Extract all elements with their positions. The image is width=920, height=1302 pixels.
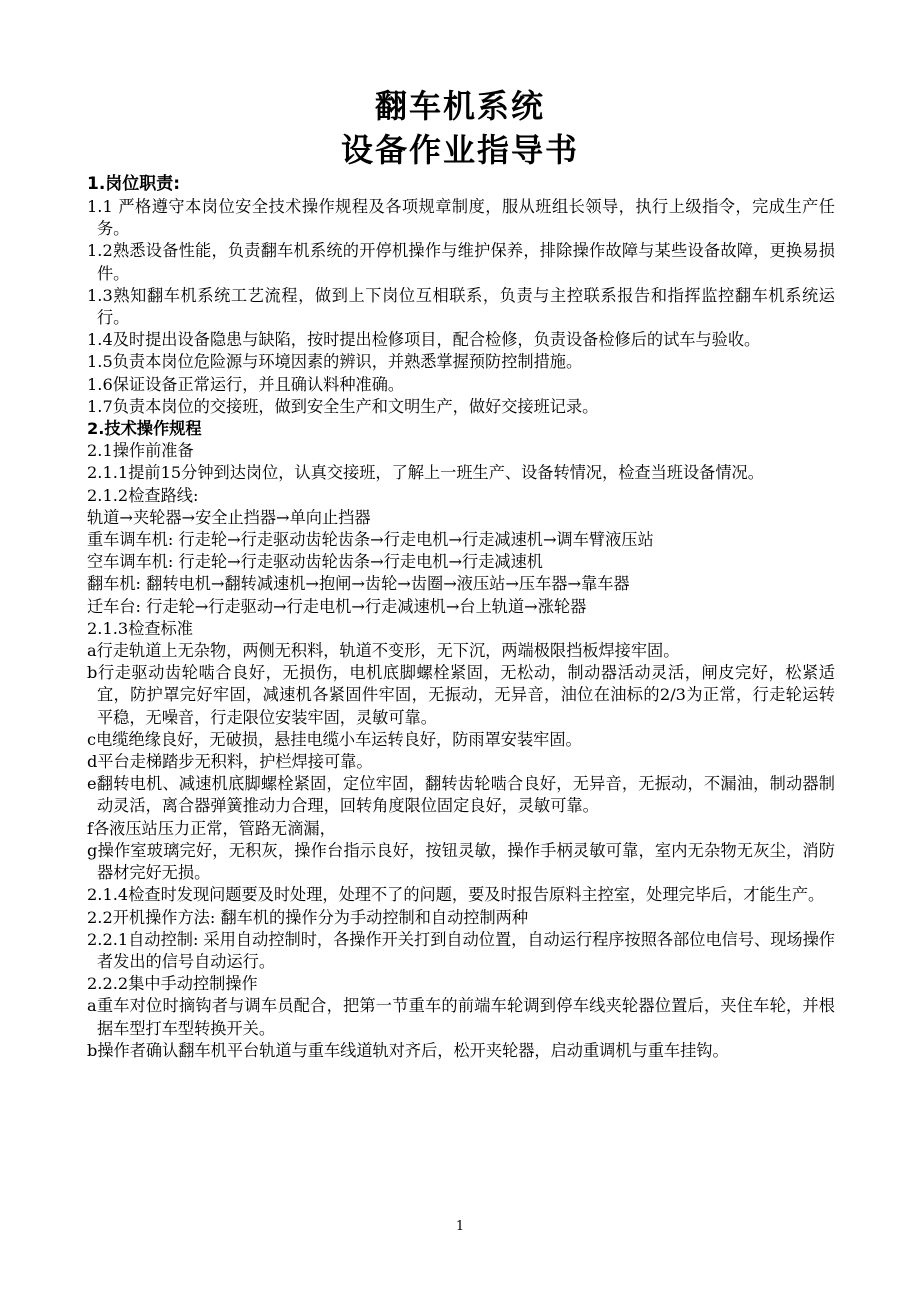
body-paragraph: 迁车台: 行走轮→行走驱动→行走电机→行走减速机→台上轨道→涨轮器: [87, 596, 587, 616]
section-heading: a重车对位时摘钩者与调车员配合，把第一节重车的前端车轮调到停车线夹轮器位置后，夹住车轮，并根据车型打车型转换开关。: [87, 996, 835, 1038]
section-heading: a行走轨道上无杂物，两侧无积料，轨道不变形，无下沉，两端极限挡板焊接牢固。: [87, 641, 680, 661]
document-title-line2: 设备作业指导书: [340, 131, 579, 169]
section-heading: 1.4及时提出设备隐患与缺陷，按时提出检修项目，配合检修，负责设备检修后的试车与验收。: [87, 330, 761, 350]
body-paragraph: 空车调车机: 行走轮→行走驱动齿轮齿条→行走电机→行走减速机: [87, 552, 543, 572]
section-heading: 2.技术操作规程: [87, 419, 202, 439]
section-heading: b操作者确认翻车机平台轨道与重车线道轨对齐后，松开夹轮器，启动重调机与重车挂钩。: [87, 1040, 729, 1060]
section-heading: 1.2熟悉设备性能，负责翻车机系统的开停机操作与维护保养，排除操作故障与某些设备故障，更换易损件。: [87, 241, 835, 283]
body-paragraph: 2.2开机操作方法: 翻车机的操作分为手动控制和自动控制两种: [87, 907, 529, 927]
body-paragraph: 翻车机: 翻转电机→翻转减速机→抱闸→齿轮→齿圈→液压站→压车器→靠车器: [87, 574, 630, 594]
section-heading: 1.岗位职责:: [87, 174, 181, 194]
document-body: [87, 172, 835, 1062]
section-heading: 1.7负责本岗位的交接班，做到安全生产和文明生产，做好交接班记录。: [87, 396, 599, 416]
body-paragraph: 2.1.3检查标准: [87, 618, 193, 638]
body-paragraph: 2.2.2集中手动控制操作: [87, 974, 258, 994]
section-heading: 2.1.4检查时发现问题要及时处理，处理不了的问题，要及时报告原料主控室，处理完毕后，才能生产。: [87, 885, 825, 905]
section-heading: 1.1 严格遵守本岗位安全技术操作规程及各项规章制度，服从班组长领导，执行上级指令，完成生产任务。: [87, 197, 835, 239]
body-paragraph: 轨道→夹轮器→安全止挡器→单向止挡器: [87, 507, 371, 527]
section-heading: e翻转电机、减速机底脚螺栓紧固，定位牢固，翻转齿轮啮合良好，无异音，无振动，不漏油，制动器制动灵活，离合器弹簧推动力合理，回转角度限位固定良好，灵敏可靠。: [87, 774, 835, 816]
document-title-line1: 翻车机系统: [374, 87, 545, 125]
section-heading: 1.5负责本岗位危险源与环境因素的辨识，并熟悉掌握预防控制措施。: [87, 352, 583, 372]
page-number: 1: [455, 1219, 465, 1234]
section-heading: g操作室玻璃完好，无积灰，操作台指示良好，按钮灵敏，操作手柄灵敏可靠，室内无杂物无灰尘，消防器材完好无损。: [87, 840, 835, 883]
section-heading: 1.3熟知翻车机系统工艺流程，做到上下岗位互相联系，负责与主控联系报告和指挥监控翻车机系统运行。: [87, 285, 835, 328]
section-heading: 2.1.1提前15分钟到达岗位，认真交接班，了解上一班生产、设备转情况，检查当班设备情况。: [87, 463, 764, 483]
body-paragraph: 2.1操作前准备: [87, 441, 194, 461]
body-paragraph: 重车调车机: 行走轮→行走驱动齿轮齿条→行走电机→行走减速机→调车臂液压站: [87, 530, 654, 550]
body-paragraph: 2.1.2检查路线:: [87, 485, 199, 505]
section-heading: c电缆绝缘良好，无破损，悬挂电缆小车运转良好，防雨罩安装牢固。: [87, 729, 582, 749]
section-heading: b行走驱动齿轮啮合良好，无损伤，电机底脚螺栓紧固，无松动，制动器活动灵活，闸皮完好，松紧适宜，防护罩完好牢固，减速机各紧固件牢固，无振动，无异音，油位在油标的2/3为正常，行走轮运转平稳，无噪音，行走限位安装牢固，灵敏可靠。: [87, 663, 835, 727]
section-heading: 2.2.1自动控制: 采用自动控制时，各操作开关打到自动位置，自动运行程序按照各部位电信号、现场操作者发出的信号自动运行。: [87, 929, 835, 971]
section-heading: d平台走梯踏步无积料，护栏焊接可靠。: [87, 752, 373, 772]
section-heading: f各液压站压力正常，管路无滴漏，: [87, 818, 336, 838]
section-heading: 1.6保证设备正常运行，并且确认料种准确。: [87, 374, 405, 394]
